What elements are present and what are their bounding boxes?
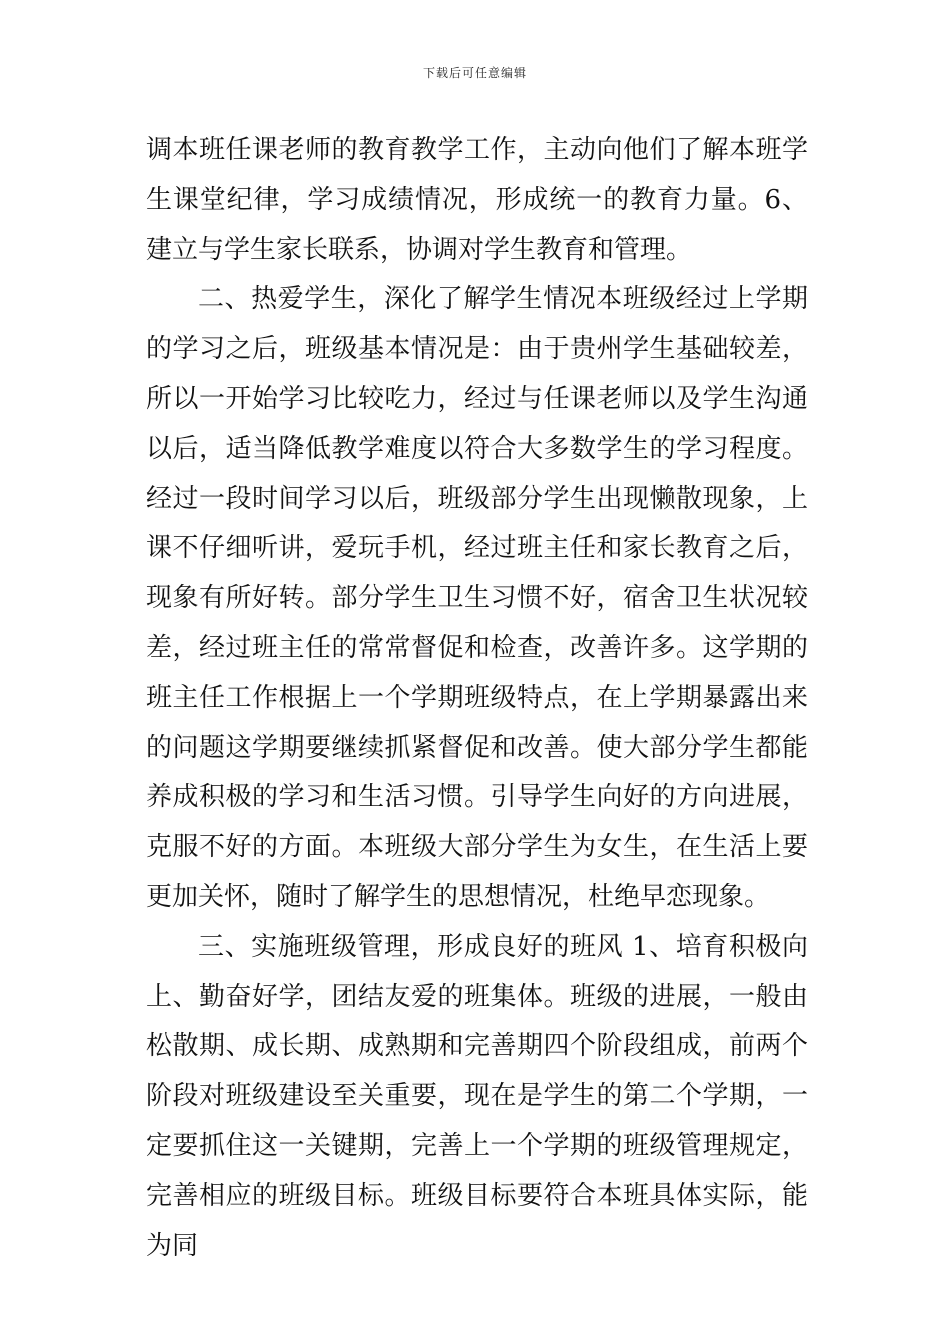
paragraph-2: 二、热爱学生，深化了解学生情况本班级经过上学期的学习之后，班级基本情况是：由于贵州学生基础较差，所以一开始学习比较吃力，经过与任课老师以及学生沟通以后，适当降低教学难度以符合大多数学生的学习程度。经过一段时间学习以后，班级部分学生出现懒散现象，上课不仔细听讲，爱玩手机，经过班主任和家长教育之后，现象有所好转。部分学生卫生习惯不好，宿舍卫生状况较差，经过班主任的常常督促和检查，改善许多。这学期的班主任工作根据上一个学期班级特点，在上学期暴露出来的问题这学期要继续抓紧督促和改善。使大部分学生都能养成积极的学习和生活习惯。引导学生向好的方向进展，克服不好的方面。本班级大部分学生为女生，在生活上要更加关怀，随时了解学生的思想情况，杜绝早恋现象。 bbox=[146, 284, 808, 912]
page-header: 下载后可任意编辑 bbox=[422, 66, 527, 80]
document-body bbox=[146, 126, 808, 1271]
paragraph-3: 三、实施班级管理，形成良好的班风 1、培育积极向上、勤奋好学，团结友爱的班集体。班级的进展，一般由松散期、成长期、成熟期和完善期四个阶段组成，前两个阶段对班级建设至关重要，现在是学生的第二个学期，一定要抓住这一关键期，完善上一个学期的班级管理规定，完善相应的班级目标。班级目标要符合本班具体实际，能为同 bbox=[146, 931, 808, 1261]
paragraph-1: 调本班任课老师的教育教学工作，主动向他们了解本班学生课堂纪律，学习成绩情况，形成统一的教育力量。6、建立与学生家长联系，协调对学生教育和管理。 bbox=[146, 135, 808, 265]
